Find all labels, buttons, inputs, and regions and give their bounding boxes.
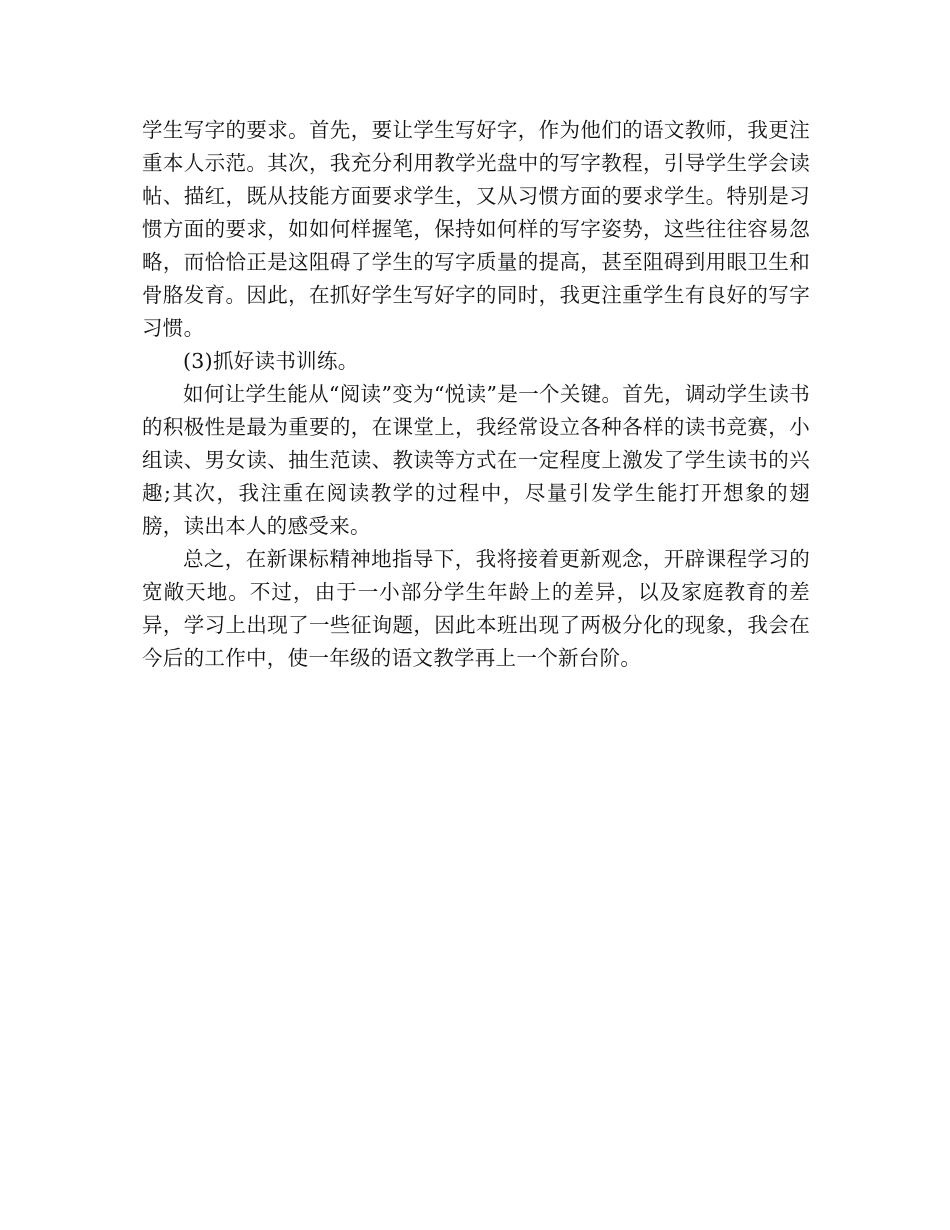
paragraph-summary: 总之，在新课标精神地指导下，我将接着更新观念，开辟课程学习的宽敞天地。不过，由于一小部分学生年龄上的差异，以及家庭教育的差异，学习上出现了一些征询题，因此本班出现了两极分化的现象，我会在今后的工作中，使一年级的语文教学再上一个新台阶。 (142, 547, 810, 670)
document-body (142, 114, 810, 675)
section-heading-reading-training: (3)抓好读书训练。 (183, 349, 359, 373)
paragraph-writing-habits: 学生写字的要求。首先，要让学生写好字，作为他们的语文教师，我更注重本人示范。其次，我充分利用教学光盘中的写字教程，引导学生学会读帖、描红，既从技能方面要求学生，又从习惯方面的要求学生。特别是习惯方面的要求，如如何样握笔，保持如何样的写字姿势，这些往往容易忽略，而恰恰正是这阻碍了学生的写字质量的提高，甚至阻碍到用眼卫生和骨胳发育。因此，在抓好学生写好字的同时，我更注重学生有良好的写字习惯。 (142, 118, 810, 340)
paragraph-reading: 如何让学生能从“阅读”变为“悦读”是一个关键。首先，调动学生读书的积极性是最为重要的，在课堂上，我经常设立各种各样的读书竞赛，小组读、男女读、抽生范读、教读等方式在一定程度上激发了学生读书的兴趣;其次，我注重在阅读教学的过程中，尽量引发学生能打开想象的翅膀，读出本人的感受来。 (142, 382, 810, 538)
